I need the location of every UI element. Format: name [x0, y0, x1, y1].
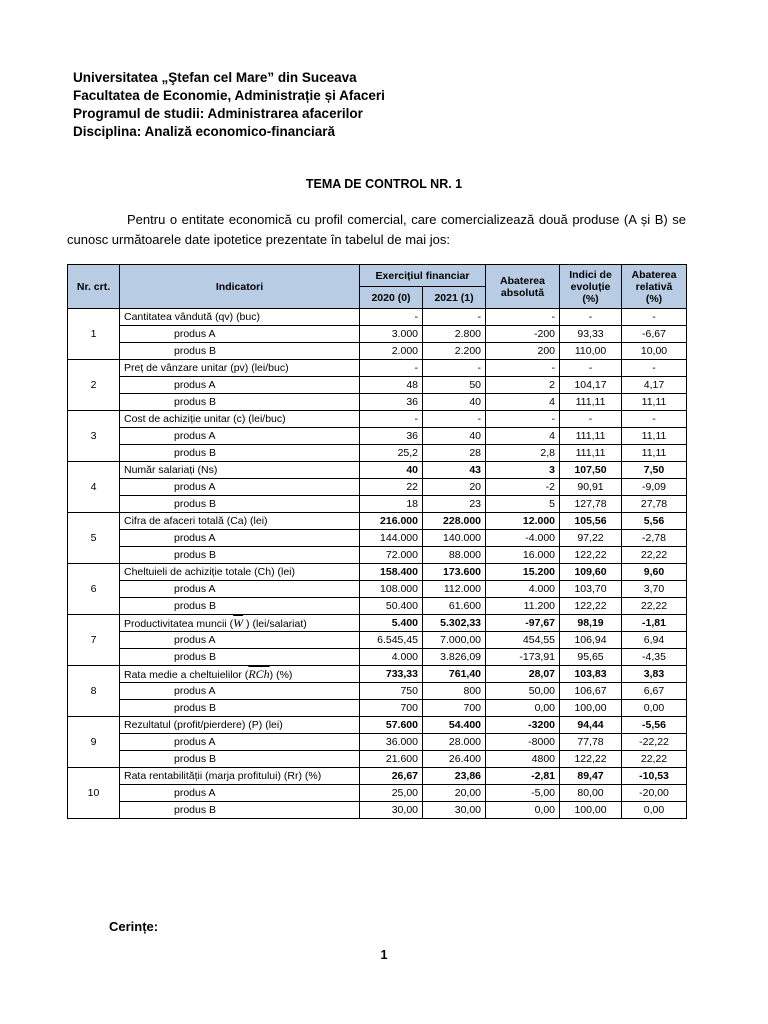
table-row — [68, 785, 687, 802]
value-2021: 43 — [423, 462, 486, 479]
abatere-absoluta: 3 — [486, 462, 560, 479]
abatere-absoluta: - — [486, 411, 560, 428]
value-2020: 25,2 — [360, 445, 423, 462]
value-2021: 20,00 — [423, 785, 486, 802]
indicator-label-prefix: Productivitatea muncii ( — [124, 617, 234, 630]
value-2020: 108.000 — [360, 581, 423, 598]
indice-evolutie: 100,00 — [560, 802, 622, 819]
abatere-relativa: 3,83 — [622, 666, 687, 683]
indice-evolutie: 94,44 — [560, 717, 622, 734]
value-2020: - — [360, 360, 423, 377]
abatere-absoluta: 5 — [486, 496, 560, 513]
table-row — [68, 530, 687, 547]
indicator-label: Cantitatea vândută (qv) (buc) — [120, 309, 360, 326]
indicator-label: produs B — [120, 394, 360, 411]
study-program: Programul de studii: Administrarea afacerilor — [73, 106, 363, 121]
value-2021: 28.000 — [423, 734, 486, 751]
table-row — [68, 700, 687, 717]
table-row — [68, 598, 687, 615]
indice-evolutie: 90,91 — [560, 479, 622, 496]
value-2020: - — [360, 309, 423, 326]
value-2020: 733,33 — [360, 666, 423, 683]
indicator-label: produs B — [120, 802, 360, 819]
row-number: 5 — [68, 513, 120, 564]
value-2021: 54.400 — [423, 717, 486, 734]
indice-evolutie: 104,17 — [560, 377, 622, 394]
value-2021: 3.826,09 — [423, 649, 486, 666]
abatere-absoluta: 4800 — [486, 751, 560, 768]
indicator-label: produs B — [120, 343, 360, 360]
value-2021: 28 — [423, 445, 486, 462]
abatere-absoluta: 2 — [486, 377, 560, 394]
row-number: 3 — [68, 411, 120, 462]
indicator-label: produs A — [120, 785, 360, 802]
header-abatere-absoluta: Abaterea absolută — [486, 265, 560, 309]
row-number: 4 — [68, 462, 120, 513]
value-2021: 140.000 — [423, 530, 486, 547]
indicator-label: Rata rentabilității (marja profitului) (Rr) (%) — [120, 768, 360, 785]
abatere-absoluta: 28,07 — [486, 666, 560, 683]
value-2021: 761,40 — [423, 666, 486, 683]
indice-evolutie: 109,60 — [560, 564, 622, 581]
indice-evolutie: 106,94 — [560, 632, 622, 649]
value-2021: 20 — [423, 479, 486, 496]
abatere-relativa: -6,67 — [622, 326, 687, 343]
value-2021: 88.000 — [423, 547, 486, 564]
row-number: 10 — [68, 768, 120, 819]
abatere-absoluta: 0,00 — [486, 802, 560, 819]
value-2021: 40 — [423, 394, 486, 411]
table-row — [68, 666, 687, 683]
header-abatere-relativa: Abaterea relativă (%) — [622, 265, 687, 309]
value-2020: 21.600 — [360, 751, 423, 768]
abatere-absoluta: -200 — [486, 326, 560, 343]
table-row — [68, 564, 687, 581]
header-indicatori: Indicatori — [120, 265, 360, 309]
abatere-absoluta: -2 — [486, 479, 560, 496]
abatere-absoluta: -3200 — [486, 717, 560, 734]
abatere-relativa: - — [622, 360, 687, 377]
abatere-absoluta: 12.000 — [486, 513, 560, 530]
abatere-relativa: 10,00 — [622, 343, 687, 360]
table-row — [68, 360, 687, 377]
indice-evolutie: 122,22 — [560, 598, 622, 615]
value-2020: 22 — [360, 479, 423, 496]
indice-evolutie: 106,67 — [560, 683, 622, 700]
indice-evolutie: - — [560, 411, 622, 428]
value-2021: 700 — [423, 700, 486, 717]
indicator-label-suffix: ) (%) — [269, 668, 293, 681]
value-2020: 48 — [360, 377, 423, 394]
value-2021: 5.302,33 — [423, 615, 486, 632]
abatere-relativa: -2,78 — [622, 530, 687, 547]
page-number: 1 — [380, 948, 388, 962]
indicator-label: produs B — [120, 547, 360, 564]
value-2021: 800 — [423, 683, 486, 700]
abatere-relativa: 6,67 — [622, 683, 687, 700]
document-header — [73, 69, 385, 141]
table-row — [68, 751, 687, 768]
abatere-relativa: - — [622, 411, 687, 428]
indice-evolutie: 107,50 — [560, 462, 622, 479]
indicator-label: produs B — [120, 496, 360, 513]
indicator-label: produs B — [120, 445, 360, 462]
table-header — [68, 265, 687, 309]
table-row — [68, 581, 687, 598]
abatere-relativa: 3,70 — [622, 581, 687, 598]
indicator-label: produs B — [120, 598, 360, 615]
indicator-label: Preț de vânzare unitar (pv) (lei/buc) — [120, 360, 360, 377]
table-row — [68, 802, 687, 819]
row-number: 7 — [68, 615, 120, 666]
table-row — [68, 496, 687, 513]
indice-evolutie: 93,33 — [560, 326, 622, 343]
abatere-absoluta: -5,00 — [486, 785, 560, 802]
value-2020: 158.400 — [360, 564, 423, 581]
value-2021: 61.600 — [423, 598, 486, 615]
value-2020: 50.400 — [360, 598, 423, 615]
abatere-relativa: - — [622, 309, 687, 326]
value-2020: 57.600 — [360, 717, 423, 734]
abatere-relativa: 22,22 — [622, 598, 687, 615]
abatere-relativa: -20,00 — [622, 785, 687, 802]
abatere-absoluta: 200 — [486, 343, 560, 360]
requirements-label: Cerințe: — [109, 919, 159, 934]
indice-evolutie: 80,00 — [560, 785, 622, 802]
abatere-relativa: 11,11 — [622, 394, 687, 411]
value-2020: 3.000 — [360, 326, 423, 343]
table-row — [68, 683, 687, 700]
financial-data-table — [67, 264, 687, 819]
value-2021: 23,86 — [423, 768, 486, 785]
indicator-label: Cost de achiziție unitar (c) (lei/buc) — [120, 411, 360, 428]
abatere-absoluta: - — [486, 309, 560, 326]
value-2020: 26,67 — [360, 768, 423, 785]
overline-symbol: $\overline{RCh}$ — [248, 666, 270, 681]
table-row — [68, 649, 687, 666]
indicator-label: Cheltuieli de achiziție totale (Ch) (lei) — [120, 564, 360, 581]
value-2020: 36 — [360, 394, 423, 411]
indicator-label: Cifra de afaceri totală (Ca) (lei) — [120, 513, 360, 530]
indice-evolutie: - — [560, 309, 622, 326]
value-2021: - — [423, 360, 486, 377]
table-row — [68, 734, 687, 751]
abatere-relativa: 6,94 — [622, 632, 687, 649]
indice-evolutie: 127,78 — [560, 496, 622, 513]
indicator-label: produs A — [120, 428, 360, 445]
table-row — [68, 547, 687, 564]
indicator-label-prefix: Rata medie a cheltuielilor ( — [124, 668, 249, 681]
value-2021: 30,00 — [423, 802, 486, 819]
value-2020: 5.400 — [360, 615, 423, 632]
header-nr: Nr. crt. — [68, 265, 120, 309]
value-2021: - — [423, 411, 486, 428]
indice-evolutie: 98,19 — [560, 615, 622, 632]
indice-evolutie: 111,11 — [560, 445, 622, 462]
intro-paragraph: Pentru o entitate economică cu profil comercial, care comercializează două produse (A și B) se cunosc următoarele date ipotetice prezentate în tabelul de mai jos: — [67, 212, 686, 247]
value-2020: 6.545,45 — [360, 632, 423, 649]
value-2020: 216.000 — [360, 513, 423, 530]
abatere-relativa: 0,00 — [622, 802, 687, 819]
table-row — [68, 768, 687, 785]
indice-evolutie: 111,11 — [560, 428, 622, 445]
table-row — [68, 445, 687, 462]
indicator-label: Rezultatul (profit/pierdere) (P) (lei) — [120, 717, 360, 734]
abatere-relativa: -9,09 — [622, 479, 687, 496]
header-indici-evolutie: Indici de evoluție (%) — [560, 265, 622, 309]
indicator-label-suffix: ) (lei/salariat) — [243, 617, 307, 630]
table-row — [68, 717, 687, 734]
abatere-relativa: -5,56 — [622, 717, 687, 734]
header-year-2021: 2021 (1) — [423, 287, 486, 309]
value-2020: - — [360, 411, 423, 428]
indicator-label: produs A — [120, 377, 360, 394]
value-2021: 7.000,00 — [423, 632, 486, 649]
indice-evolutie: 89,47 — [560, 768, 622, 785]
table-row — [68, 394, 687, 411]
abatere-relativa: 5,56 — [622, 513, 687, 530]
abatere-absoluta: 454,55 — [486, 632, 560, 649]
abatere-absoluta: -97,67 — [486, 615, 560, 632]
indicator-label: produs A — [120, 479, 360, 496]
row-number: 6 — [68, 564, 120, 615]
indicator-label: produs A — [120, 683, 360, 700]
abatere-absoluta: 50,00 — [486, 683, 560, 700]
value-2021: 2.200 — [423, 343, 486, 360]
indicator-label: produs B — [120, 649, 360, 666]
indice-evolutie: 122,22 — [560, 547, 622, 564]
indice-evolutie: 95,65 — [560, 649, 622, 666]
indice-evolutie: - — [560, 360, 622, 377]
table-row — [68, 343, 687, 360]
table-row — [68, 479, 687, 496]
indice-evolutie: 111,11 — [560, 394, 622, 411]
overline-symbol: $\overline{W}$ — [233, 615, 244, 630]
value-2021: 50 — [423, 377, 486, 394]
abatere-relativa: 22,22 — [622, 751, 687, 768]
indice-evolutie: 122,22 — [560, 751, 622, 768]
value-2020: 36 — [360, 428, 423, 445]
row-number: 8 — [68, 666, 120, 717]
indice-evolutie: 103,70 — [560, 581, 622, 598]
abatere-relativa: 9,60 — [622, 564, 687, 581]
abatere-absoluta: - — [486, 360, 560, 377]
indicator-label: produs A — [120, 581, 360, 598]
abatere-relativa: -1,81 — [622, 615, 687, 632]
value-2020: 144.000 — [360, 530, 423, 547]
abatere-absoluta: 15.200 — [486, 564, 560, 581]
value-2021: 112.000 — [423, 581, 486, 598]
table-row — [68, 428, 687, 445]
abatere-relativa: 11,11 — [622, 445, 687, 462]
indicator-label: produs A — [120, 632, 360, 649]
row-number: 2 — [68, 360, 120, 411]
indice-evolutie: 105,56 — [560, 513, 622, 530]
abatere-relativa: -10,53 — [622, 768, 687, 785]
header-year-2020: 2020 (0) — [360, 287, 423, 309]
value-2021: 23 — [423, 496, 486, 513]
indice-evolutie: 100,00 — [560, 700, 622, 717]
indice-evolutie: 77,78 — [560, 734, 622, 751]
abatere-absoluta: 11.200 — [486, 598, 560, 615]
abatere-absoluta: -2,81 — [486, 768, 560, 785]
table-row — [68, 615, 687, 632]
abatere-relativa: 11,11 — [622, 428, 687, 445]
indicator-label: Număr salariați (Ns) — [120, 462, 360, 479]
university-name: Universitatea „Ştefan cel Mare” din Suceava — [73, 70, 357, 85]
table-row — [68, 411, 687, 428]
value-2020: 72.000 — [360, 547, 423, 564]
abatere-relativa: 7,50 — [622, 462, 687, 479]
discipline-name: Disciplina: Analiză economico-financiară — [73, 124, 336, 139]
abatere-relativa: 4,17 — [622, 377, 687, 394]
abatere-relativa: 27,78 — [622, 496, 687, 513]
indicator-label — [120, 666, 360, 683]
value-2020: 4.000 — [360, 649, 423, 666]
header-exercitiu: Exercițiul financiar — [360, 265, 486, 287]
indicator-label: produs A — [120, 326, 360, 343]
value-2021: 26.400 — [423, 751, 486, 768]
value-2021: 40 — [423, 428, 486, 445]
abatere-absoluta: 4 — [486, 428, 560, 445]
table-row — [68, 326, 687, 343]
indicator-label: produs B — [120, 700, 360, 717]
value-2021: - — [423, 309, 486, 326]
indicator-label: produs A — [120, 530, 360, 547]
abatere-relativa: -22,22 — [622, 734, 687, 751]
indicator-label — [120, 615, 360, 632]
row-number: 9 — [68, 717, 120, 768]
abatere-absoluta: 0,00 — [486, 700, 560, 717]
value-2021: 228.000 — [423, 513, 486, 530]
value-2020: 40 — [360, 462, 423, 479]
indice-evolutie: 97,22 — [560, 530, 622, 547]
value-2020: 25,00 — [360, 785, 423, 802]
abatere-absoluta: -4.000 — [486, 530, 560, 547]
table-body — [68, 309, 687, 819]
value-2021: 173.600 — [423, 564, 486, 581]
value-2020: 18 — [360, 496, 423, 513]
faculty-name: Facultatea de Economie, Administrație și Afaceri — [73, 88, 385, 103]
row-number: 1 — [68, 309, 120, 360]
value-2020: 36.000 — [360, 734, 423, 751]
table-row — [68, 462, 687, 479]
abatere-absoluta: 16.000 — [486, 547, 560, 564]
document-title: TEMA DE CONTROL NR. 1 — [305, 177, 463, 191]
abatere-relativa: 0,00 — [622, 700, 687, 717]
abatere-absoluta: -8000 — [486, 734, 560, 751]
indice-evolutie: 110,00 — [560, 343, 622, 360]
abatere-relativa: 22,22 — [622, 547, 687, 564]
indicator-label: produs A — [120, 734, 360, 751]
value-2020: 2.000 — [360, 343, 423, 360]
indicator-label: produs B — [120, 751, 360, 768]
value-2021: 2.800 — [423, 326, 486, 343]
value-2020: 700 — [360, 700, 423, 717]
table-row — [68, 309, 687, 326]
table-row — [68, 632, 687, 649]
indice-evolutie: 103,83 — [560, 666, 622, 683]
abatere-absoluta: 4.000 — [486, 581, 560, 598]
table-row — [68, 513, 687, 530]
value-2020: 750 — [360, 683, 423, 700]
abatere-absoluta: -173,91 — [486, 649, 560, 666]
table-row — [68, 377, 687, 394]
value-2020: 30,00 — [360, 802, 423, 819]
abatere-relativa: -4,35 — [622, 649, 687, 666]
abatere-absoluta: 4 — [486, 394, 560, 411]
abatere-absoluta: 2,8 — [486, 445, 560, 462]
